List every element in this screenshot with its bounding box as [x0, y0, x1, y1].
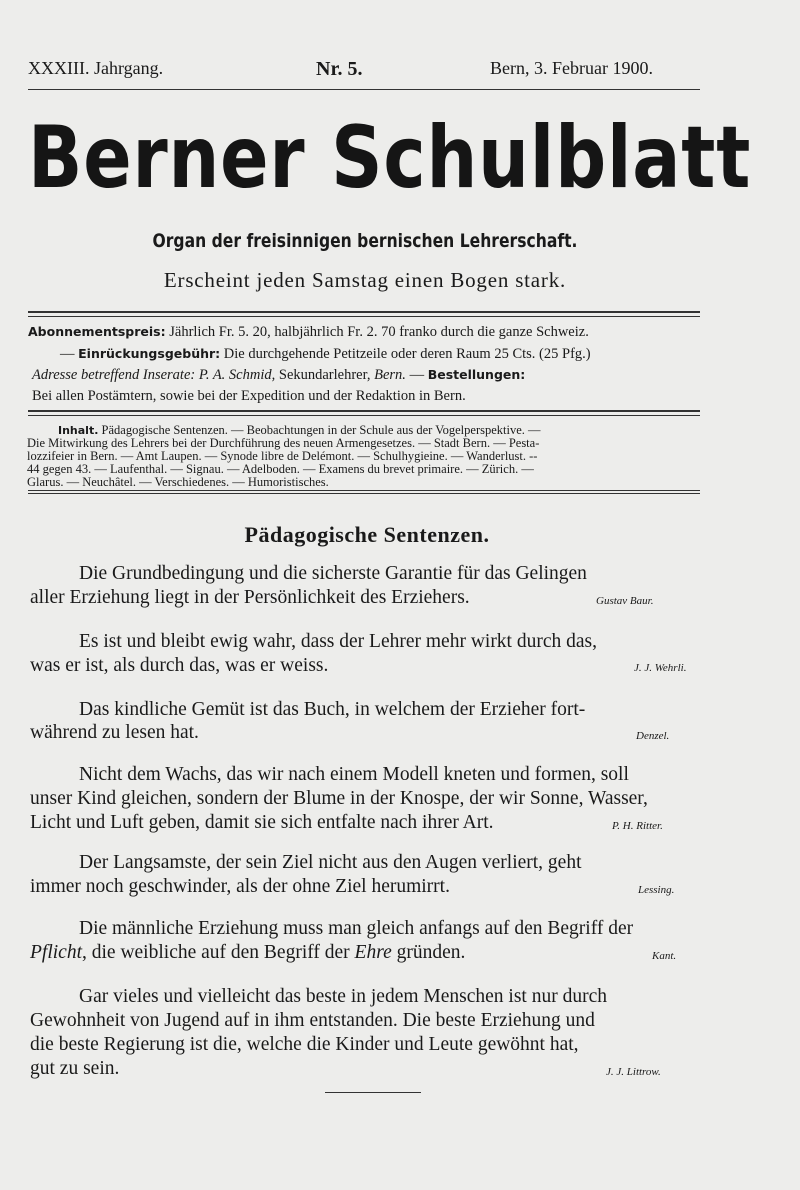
quote-6-line-2 — [30, 942, 465, 964]
orders-label: Bestellungen: — [427, 367, 526, 382]
info-top-rule — [28, 311, 700, 313]
toc-line-5: Glarus. — Neuchâtel. — Verschiedenes. — Humoristisches. — [27, 475, 329, 489]
insertion-label: Einrückungsgebühr: — [78, 346, 221, 361]
address-line — [32, 367, 525, 384]
address-city: Bern. — [374, 367, 406, 383]
address-role: Sekundarlehrer, — [278, 367, 371, 383]
quote-6-emphasis-duty: Pflicht — [30, 942, 82, 963]
quote-7-author: J. J. Littrow. — [606, 1066, 661, 1078]
insertion-prefix: — — [60, 346, 75, 362]
volume-label: XXXIII. Jahrgang. — [28, 58, 164, 78]
article-title: Pädagogische Sentenzen. — [244, 522, 490, 547]
toc-top-rule-thin — [28, 415, 700, 416]
orders-dash: — — [409, 367, 425, 383]
quote-1-line-2: aller Erziehung liegt in der Persönlichkeit des Erziehers. — [30, 587, 470, 608]
quote-3-author: Denzel. — [636, 730, 670, 742]
address-name: P. A. Schmid, — [198, 367, 276, 383]
quote-6-emphasis-honor: Ehre — [354, 942, 392, 963]
toc-bottom-rule-2 — [28, 493, 700, 494]
quote-4-line-1: Nicht dem Wachs, das wir nach einem Modell kneten und formen, soll — [79, 764, 629, 785]
address-label: Adresse betreffend Inserate: — [32, 367, 196, 383]
quote-4-author: P. H. Ritter. — [612, 820, 663, 832]
toc-line-1-text: Pädagogische Sentenzen. — Beobachtungen in der Schule aus der Vogelperspektive. — — [101, 423, 541, 437]
orders-line: Bei allen Postämtern, sowie bei der Expedition und der Redaktion in Bern. — [32, 388, 466, 404]
quote-5-line-1: Der Langsamste, der sein Ziel nicht aus den Augen verliert, geht — [79, 852, 582, 873]
quote-6-line-2-text: , die weibliche auf den Begriff der — [82, 942, 350, 963]
quote-7-line-1: Gar vieles und vielleicht das beste in jedem Menschen ist nur durch — [79, 986, 607, 1007]
quote-3-line-1: Das kindliche Gemüt ist das Buch, in welchem der Erzieher fort- — [79, 699, 586, 720]
quote-1-line-1: Die Grundbedingung und die sicherste Garantie für das Gelingen — [79, 563, 587, 584]
place-date: Bern, 3. Februar 1900. — [490, 58, 653, 78]
quote-1-author: Gustav Baur. — [596, 595, 654, 607]
quote-5-line-2: immer noch geschwinder, als der ohne Ziel herumirrt. — [30, 876, 450, 897]
quote-7-line-4: gut zu sein. — [30, 1058, 120, 1079]
quote-7-line-3: die beste Regierung ist die, welche die Kinder und Leute gewöhnt hat, — [30, 1034, 579, 1055]
toc-line-4: 44 gegen 43. — Laufenthal. — Signau. — Adelboden. — Examens du brevet primaire. — Zürich. — — [27, 462, 534, 476]
quote-6-line-1: Die männliche Erziehung muss man gleich anfangs auf den Begriff der — [79, 918, 634, 939]
quote-7-line-2: Gewohnheit von Jugend auf in ihm entstanden. Die beste Erziehung und — [30, 1010, 595, 1031]
quote-4-line-2: unser Kind gleichen, sondern der Blume in der Knospe, der wir Sonne, Wasser, — [30, 788, 648, 809]
quote-2-line-1: Es ist und bleibt ewig wahr, dass der Lehrer mehr wirkt durch das, — [79, 631, 597, 652]
quote-2-author: J. J. Wehrli. — [634, 662, 687, 674]
quote-4-line-3: Licht und Luft geben, damit sie sich entfalte nach ihrer Art. — [30, 812, 494, 833]
toc-top-rule — [28, 410, 700, 412]
masthead-title: Berner Schulblatt — [28, 108, 752, 208]
toc-line-2: Die Mitwirkung des Lehrers bei der Durchführung des neuen Armengesetzes. — Stadt Bern. — Pesta- — [27, 436, 540, 450]
quote-5-author: Lessing. — [638, 884, 675, 896]
quote-2-line-2: was er ist, als durch das, was er weiss. — [30, 655, 329, 676]
header-rule — [28, 89, 700, 90]
masthead-subtitle: Organ der freisinnigen bernischen Lehrerschaft. — [152, 230, 578, 252]
insertion-text: Die durchgehende Petitzeile oder deren Raum 25 Cts. (25 Pfg.) — [223, 346, 591, 362]
end-rule — [325, 1092, 421, 1093]
issue-number: Nr. 5. — [316, 58, 363, 80]
publication-frequency: Erscheint jeden Samstag einen Bogen stark. — [163, 268, 567, 292]
info-top-rule-thin — [28, 316, 700, 317]
toc-label: Inhalt. — [58, 424, 99, 437]
insertion-line — [60, 346, 591, 363]
quote-3-line-2: während zu lesen hat. — [30, 722, 199, 743]
subscription-label: Abonnementspreis: — [28, 324, 166, 339]
toc-bottom-rule — [28, 490, 700, 491]
subscription-line — [28, 324, 589, 341]
quote-6-author: Kant. — [652, 950, 677, 962]
subscription-text: Jährlich Fr. 5. 20, halbjährlich Fr. 2. 70 franko durch die ganze Schweiz. — [169, 324, 589, 340]
toc-line-3: lozzifeier in Bern. — Amt Laupen. — Synode libre de Delémont. — Schulhygieine. — Wanderlust. -- — [27, 449, 538, 463]
quote-6-line-2-end: gründen. — [396, 942, 466, 963]
